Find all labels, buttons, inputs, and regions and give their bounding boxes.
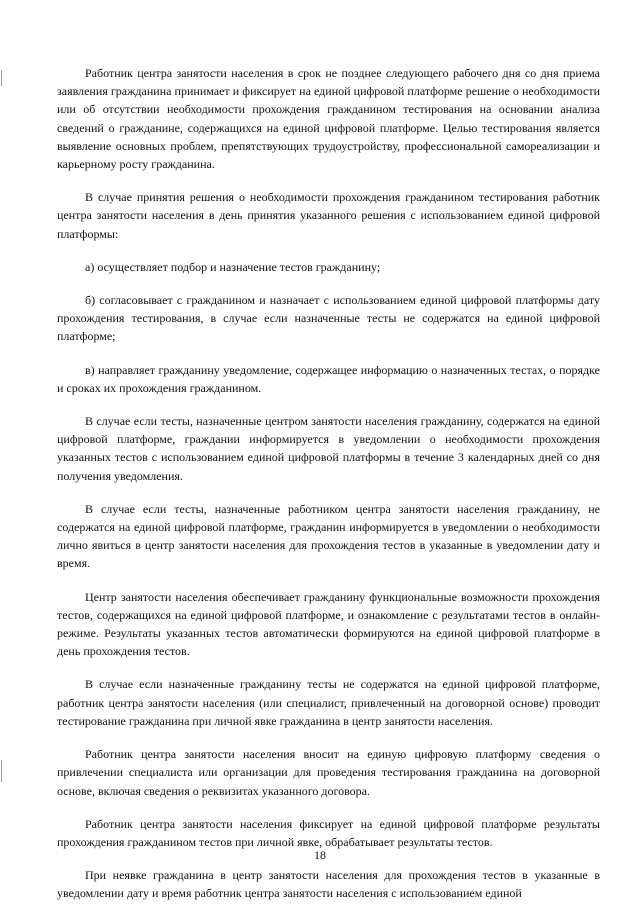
paragraph: Работник центра занятости населения в срок не позднее следующего рабочего дня со дня приема заявления гражданина принимает и фиксирует на единой цифровой платформе решение о необходимости или об отсутствии необходимости прохождения гражданином тестирования на основании анализа сведений о гражданине, содержащихся на единой цифровой платформе. Целью тестирования является выявление основных проблем, препятствующих трудоустройству, профессиональной самореализации и карьерному росту гражданина. bbox=[57, 66, 600, 172]
list-item-b: б) согласовывает с гражданином и назначает с использованием единой цифровой платформы дату прохождения тестирования, в случае если назначенные тесты не содержатся на единой цифровой платформе; bbox=[57, 293, 600, 344]
paragraph: В случае если тесты, назначенные центром занятости населения гражданину, содержатся на единой цифровой платформе, граждании информируется в уведомлении о необходимости прохождения указанных тестов с использованием единой цифровой платформы в течение 3 календарных дней со дня получения уведомления. bbox=[57, 414, 600, 483]
paragraph: В случае если тесты, назначенные работником центра занятости населения гражданину, не содержатся на единой цифровой платформе, гражданин информируется в уведомлении о необходимости лично явиться в центр занятости населения для прохождения тестов в указанные в уведомлении дату и время. bbox=[57, 501, 600, 571]
scan-edge-mark-bottom bbox=[1, 760, 2, 782]
paragraph: В случае если назначенные гражданину тесты не содержатся на единой цифровой платформе, работник центра занятости населения (или специалист, привлеченный на договорной основе) проводит тестирование гражданина при личной явке гражданина в центр занятости населения. bbox=[57, 677, 600, 728]
document-body bbox=[57, 64, 600, 918]
page-number: 18 bbox=[314, 848, 326, 862]
scan-edge-mark-top bbox=[1, 70, 2, 86]
paragraph: Работник центра занятости населения фиксирует на единой цифровой платформе результаты прохождения гражданином тестов при личной явке, обрабатывает результаты тестов. bbox=[57, 816, 600, 849]
paragraph: В случае принятия решения о необходимости прохождения гражданином тестирования работник центра занятости населения в день принятия указанного решения с использованием единой цифровой платформы: bbox=[57, 190, 600, 241]
paragraph: Работник центра занятости населения вносит на единую цифровую платформу сведения о привлечении специалиста или организации для проведения тестирования гражданина на договорной основе, включая сведения о реквизитах указанного договора. bbox=[57, 747, 600, 798]
paragraph: При неявке гражданина в центр занятости населения для прохождения тестов в указанные в уведомлении дату и время работник центра занятости населения с использованием единой bbox=[57, 868, 600, 901]
paragraph: Центр занятости населения обеспечивает гражданину функциональные возможности прохождения тестов, содержащихся на единой цифровой платформе, и ознакомление с результатами тестов в онлайн-режиме. Результаты указанных тестов автоматически формируются на единой цифровой платформе в день прохождения тестов. bbox=[57, 589, 600, 659]
list-item-a: а) осуществляет подбор и назначение тестов гражданину; bbox=[85, 259, 381, 274]
list-item-c: в) направляет гражданину уведомление, содержащее информацию о назначенных тестах, о порядке и сроках их прохождения гражданином. bbox=[57, 362, 600, 395]
